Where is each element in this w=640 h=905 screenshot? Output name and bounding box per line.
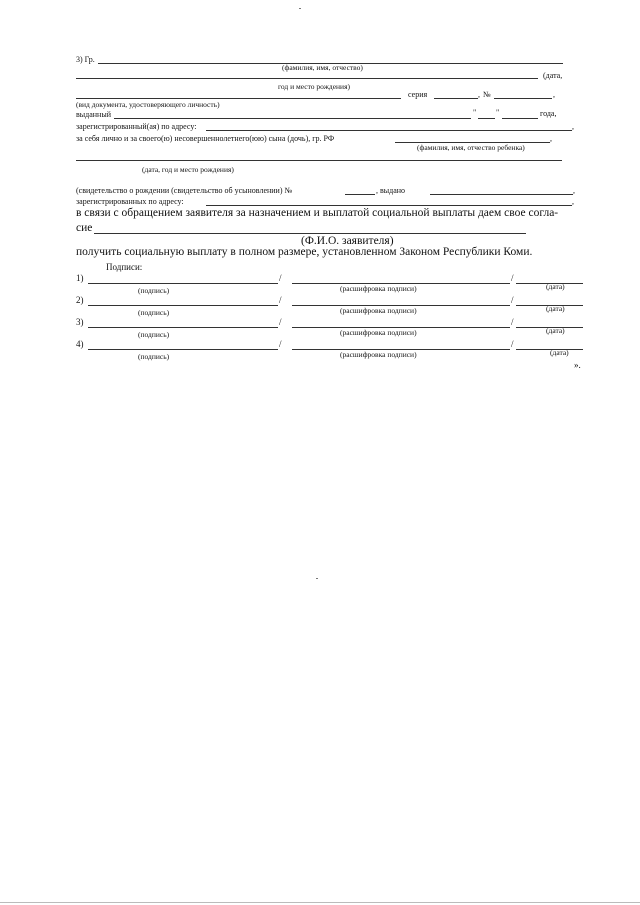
- birth-caption: год и место рождения): [278, 82, 351, 91]
- signatures-title: Подписи:: [106, 262, 143, 272]
- decode-caption: (расшифровка подписи): [340, 306, 417, 315]
- item3-prefix: 3) Гр.: [76, 55, 95, 64]
- certificate-number-field[interactable]: [345, 194, 375, 195]
- date-caption: (дата): [550, 348, 569, 357]
- quote-open: ": [473, 108, 477, 117]
- slash: /: [279, 339, 282, 349]
- signature-number: 1): [76, 273, 84, 283]
- number-label: №: [483, 90, 491, 99]
- issued-day-field[interactable]: [478, 118, 495, 119]
- certificate-comma: ,: [573, 186, 575, 195]
- series-comma: ,: [478, 90, 480, 99]
- doc-caption: (вид документа, удостоверяющего личность): [76, 100, 220, 109]
- signature-caption: (подпись): [138, 286, 170, 295]
- certificate-issuer-field[interactable]: [430, 194, 573, 195]
- registered-label: зарегистрированный(ая) по адресу:: [76, 122, 197, 131]
- date-caption: (дата): [546, 326, 565, 335]
- certificate-issued: , выдано: [376, 186, 406, 195]
- slash: /: [511, 295, 514, 305]
- consent-line-2: сие: [76, 222, 93, 234]
- consent-line-3: получить социальную выплату в полном размере, установленном Законом Республики Коми.: [76, 246, 533, 258]
- year-label: года,: [540, 109, 557, 118]
- issued-year-field[interactable]: [512, 118, 538, 119]
- slash: /: [279, 295, 282, 305]
- address-field[interactable]: [206, 130, 572, 131]
- scan-speck: [316, 578, 318, 579]
- quote-close: ": [496, 108, 500, 117]
- fio-caption: (фамилия, имя, отчество): [282, 63, 363, 72]
- signature-caption: (подпись): [138, 308, 170, 317]
- closing-mark: ».: [574, 360, 581, 370]
- issued-label: выданный: [76, 110, 111, 119]
- address-comma: ,: [572, 122, 574, 131]
- date-suffix: (дата,: [543, 71, 563, 80]
- series-label: серия: [408, 90, 428, 99]
- slash: /: [511, 317, 514, 327]
- slash: /: [279, 317, 282, 327]
- child-birth-caption: (дата, год и место рождения): [142, 165, 234, 174]
- signature-field[interactable]: [88, 305, 278, 306]
- birth-line[interactable]: [76, 78, 538, 79]
- slash: /: [511, 339, 514, 349]
- signature-field[interactable]: [88, 327, 278, 328]
- signature-number: 3): [76, 317, 84, 327]
- issued-by-field[interactable]: [114, 118, 471, 119]
- number-field[interactable]: [494, 98, 552, 99]
- date-caption: (дата): [546, 282, 565, 291]
- number-comma: ,: [553, 90, 555, 99]
- decode-caption: (расшифровка подписи): [340, 350, 417, 359]
- child-caption: (фамилия, имя, отчество ребенка): [417, 143, 525, 152]
- signature-caption: (подпись): [138, 352, 170, 361]
- child-birth-line[interactable]: [76, 160, 562, 161]
- document-line[interactable]: [76, 98, 401, 99]
- applicant-name-field[interactable]: [94, 233, 526, 234]
- signature-caption: (подпись): [138, 330, 170, 339]
- signature-number: 4): [76, 339, 84, 349]
- slash: /: [279, 273, 282, 283]
- certificate-label: (свидетельство о рождении (свидетельство об усыновлении) №: [76, 186, 293, 195]
- signature-field[interactable]: [88, 283, 278, 284]
- applicant-caption: (Ф.И.О. заявителя): [301, 235, 394, 247]
- scan-edge: [0, 902, 640, 903]
- slash: /: [511, 273, 514, 283]
- children-address-comma: ,: [572, 197, 574, 206]
- consent-line-1: в связи с обращением заявителя за назначением и выплатой социальной выплаты даем свое согла-: [76, 207, 559, 219]
- series-field[interactable]: [434, 98, 478, 99]
- signature-field[interactable]: [88, 349, 278, 350]
- child-clause: за себя лично и за своего(ю) несовершеннолетнего(юю) сына (дочь), гр. РФ: [76, 134, 335, 143]
- signature-number: 2): [76, 295, 84, 305]
- children-address-field[interactable]: [206, 205, 572, 206]
- date-caption: (дата): [546, 304, 565, 313]
- registered-plural-label: зарегистрированных по адресу:: [76, 197, 184, 206]
- decode-caption: (расшифровка подписи): [340, 328, 417, 337]
- scan-speck: [299, 8, 301, 9]
- child-comma: ,: [550, 134, 552, 143]
- decode-caption: (расшифровка подписи): [340, 284, 417, 293]
